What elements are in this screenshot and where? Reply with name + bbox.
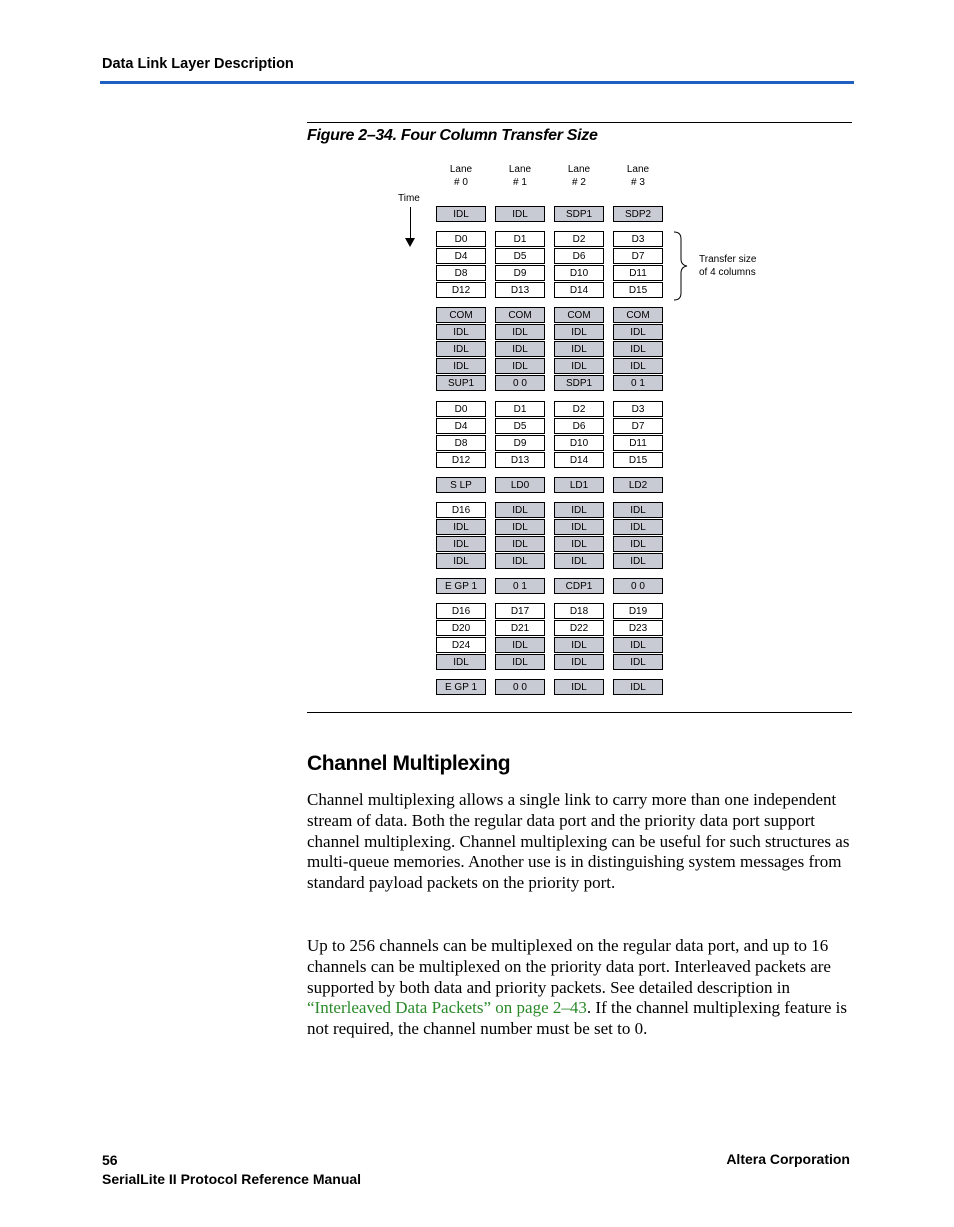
- grid-cell: IDL: [613, 553, 663, 569]
- transfer-brace-icon: [672, 231, 692, 301]
- figure-bottom-rule: [307, 712, 852, 713]
- grid-cell: D6: [554, 248, 604, 264]
- grid-cell: 0 0: [613, 578, 663, 594]
- grid-cell: IDL: [613, 324, 663, 340]
- grid-cell: D9: [495, 265, 545, 281]
- grid-cell: IDL: [495, 536, 545, 552]
- grid-cell: D12: [436, 282, 486, 298]
- grid-cell: COM: [436, 307, 486, 323]
- grid-cell: D4: [436, 418, 486, 434]
- grid-cell: D5: [495, 248, 545, 264]
- grid-cell: CDP1: [554, 578, 604, 594]
- grid-cell: D15: [613, 452, 663, 468]
- grid-cell: D1: [495, 231, 545, 247]
- grid-cell: IDL: [436, 553, 486, 569]
- grid-cell: D11: [613, 435, 663, 451]
- grid-cell: D14: [554, 282, 604, 298]
- grid-cell: IDL: [436, 358, 486, 374]
- grid-cell: D22: [554, 620, 604, 636]
- grid-cell: D12: [436, 452, 486, 468]
- page-number: 56: [102, 1152, 118, 1168]
- paragraph-2-text-end: . If the channel multiplexing feature is not required, the channel number must be set to 0.: [307, 998, 848, 1039]
- running-header: Data Link Layer Description: [102, 56, 294, 72]
- grid-cell: SDP1: [554, 375, 604, 391]
- grid-cell: IDL: [495, 324, 545, 340]
- grid-cell: LD1: [554, 477, 604, 493]
- paragraph-2-text-start: Up to 256 channels can be multiplexed on the regular data port, and up to 16 channels can be multiplexed on the priority data port. Interleaved packets are supported by both data and priority packets. See detailed description in: [307, 936, 831, 997]
- grid-cell: LD0: [495, 477, 545, 493]
- grid-cell: SDP2: [613, 206, 663, 222]
- grid-cell: D21: [495, 620, 545, 636]
- grid-cell: IDL: [436, 324, 486, 340]
- transfer-size-note: Transfer size of 4 columns: [699, 254, 757, 278]
- grid-cell: D10: [554, 435, 604, 451]
- lane-label-0: Lane # 0: [449, 164, 473, 188]
- grid-cell: IDL: [554, 341, 604, 357]
- grid-cell: COM: [554, 307, 604, 323]
- lane-label-1: Lane # 1: [508, 164, 532, 188]
- grid-cell: IDL: [613, 654, 663, 670]
- grid-cell: IDL: [613, 341, 663, 357]
- grid-cell: IDL: [554, 324, 604, 340]
- grid-cell: E GP 1: [436, 578, 486, 594]
- grid-cell: 0 1: [495, 578, 545, 594]
- grid-cell: IDL: [554, 679, 604, 695]
- grid-cell: IDL: [613, 536, 663, 552]
- lane-label-2: Lane # 2: [567, 164, 591, 188]
- grid-cell: IDL: [554, 358, 604, 374]
- grid-cell: IDL: [613, 679, 663, 695]
- time-label: Time: [398, 193, 420, 204]
- manual-title: SerialLite II Protocol Reference Manual: [102, 1171, 362, 1187]
- grid-cell: D20: [436, 620, 486, 636]
- time-arrow-shaft: [410, 207, 411, 239]
- grid-cell: S LP: [436, 477, 486, 493]
- figure-caption: Figure 2–34. Four Column Transfer Size: [307, 127, 598, 144]
- interleaved-packets-link[interactable]: “Interleaved Data Packets” on page 2–43: [307, 998, 587, 1018]
- grid-cell: D2: [554, 401, 604, 417]
- grid-cell: IDL: [495, 206, 545, 222]
- grid-cell: D11: [613, 265, 663, 281]
- grid-cell: IDL: [554, 553, 604, 569]
- grid-cell: IDL: [495, 654, 545, 670]
- grid-cell: D4: [436, 248, 486, 264]
- header-rule: [100, 81, 854, 84]
- grid-cell: D16: [436, 502, 486, 518]
- figure-top-rule: [307, 122, 852, 123]
- grid-cell: D16: [436, 603, 486, 619]
- grid-cell: D18: [554, 603, 604, 619]
- grid-cell: COM: [613, 307, 663, 323]
- grid-cell: 0 0: [495, 375, 545, 391]
- grid-cell: D9: [495, 435, 545, 451]
- time-arrow-head-icon: [405, 238, 415, 247]
- grid-cell: IDL: [613, 519, 663, 535]
- grid-cell: D19: [613, 603, 663, 619]
- grid-cell: IDL: [613, 358, 663, 374]
- footer-company: Altera Corporation: [726, 1151, 850, 1167]
- grid-cell: D13: [495, 452, 545, 468]
- grid-cell: D8: [436, 435, 486, 451]
- grid-cell: D13: [495, 282, 545, 298]
- grid-cell: D8: [436, 265, 486, 281]
- grid-cell: IDL: [495, 519, 545, 535]
- grid-cell: D3: [613, 231, 663, 247]
- grid-cell: D1: [495, 401, 545, 417]
- grid-cell: D17: [495, 603, 545, 619]
- grid-cell: COM: [495, 307, 545, 323]
- grid-cell: SUP1: [436, 375, 486, 391]
- grid-cell: IDL: [436, 341, 486, 357]
- grid-cell: D14: [554, 452, 604, 468]
- grid-cell: IDL: [613, 637, 663, 653]
- grid-cell: D0: [436, 231, 486, 247]
- grid-cell: D15: [613, 282, 663, 298]
- grid-cell: SDP1: [554, 206, 604, 222]
- grid-cell: D0: [436, 401, 486, 417]
- grid-cell: IDL: [554, 637, 604, 653]
- paragraph-2: [307, 936, 855, 1040]
- grid-cell: IDL: [495, 502, 545, 518]
- grid-cell: D7: [613, 418, 663, 434]
- grid-cell: IDL: [613, 502, 663, 518]
- grid-cell: IDL: [495, 341, 545, 357]
- grid-cell: D7: [613, 248, 663, 264]
- grid-cell: D3: [613, 401, 663, 417]
- grid-cell: IDL: [436, 206, 486, 222]
- grid-cell: IDL: [554, 654, 604, 670]
- grid-cell: 0 0: [495, 679, 545, 695]
- grid-cell: D24: [436, 637, 486, 653]
- grid-cell: D10: [554, 265, 604, 281]
- grid-cell: IDL: [554, 536, 604, 552]
- grid-cell: IDL: [436, 519, 486, 535]
- grid-cell: IDL: [495, 637, 545, 653]
- grid-cell: IDL: [436, 536, 486, 552]
- footer-left: [102, 1151, 361, 1189]
- grid-cell: IDL: [554, 519, 604, 535]
- grid-cell: D23: [613, 620, 663, 636]
- grid-cell: E GP 1: [436, 679, 486, 695]
- grid-cell: IDL: [495, 553, 545, 569]
- grid-cell: 0 1: [613, 375, 663, 391]
- grid-cell: IDL: [436, 654, 486, 670]
- grid-cell: D6: [554, 418, 604, 434]
- grid-cell: D2: [554, 231, 604, 247]
- lane-label-3: Lane # 3: [626, 164, 650, 188]
- grid-cell: IDL: [554, 502, 604, 518]
- paragraph-1: Channel multiplexing allows a single link to carry more than one independent stream of data. Both the regular data port and the priority data port support channel multiplexing. Channel multiplexing can be useful for such structures as multi-queue memories. Another use is in distinguishing system messages from standard payload packets on the priority port.: [307, 790, 850, 893]
- grid-cell: IDL: [495, 358, 545, 374]
- grid-cell: D5: [495, 418, 545, 434]
- grid-cell: LD2: [613, 477, 663, 493]
- section-title: Channel Multiplexing: [307, 752, 511, 775]
